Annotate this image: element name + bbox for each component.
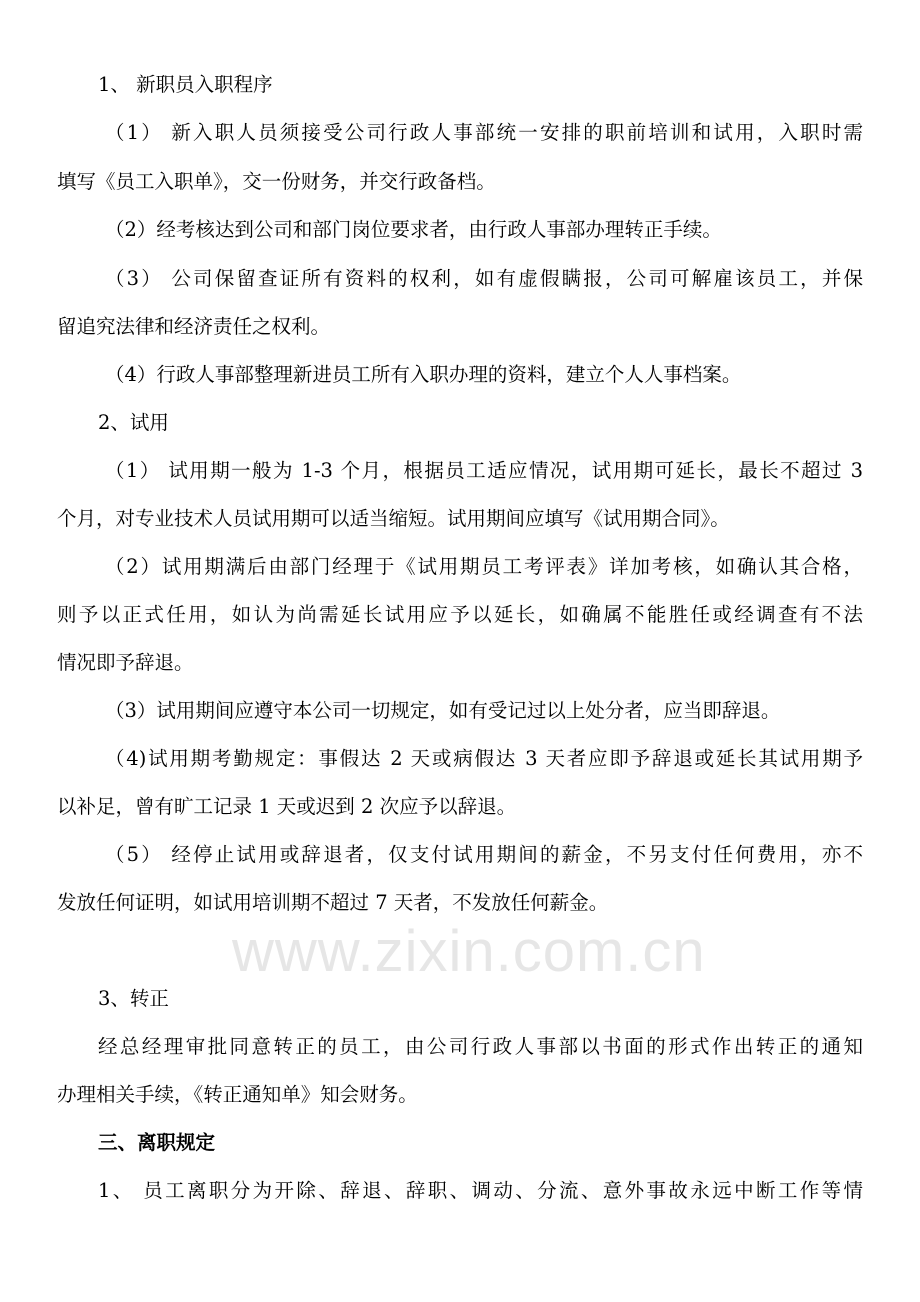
paragraph-line: （1） 试用期一般为 1-3 个月，根据员工适应情况，试用期可延长，最长不超过 3	[105, 459, 863, 482]
paragraph-line: （4）行政人事部整理新进员工所有入职办理的资料，建立个人人事档案。	[105, 363, 742, 386]
paragraph-line: 个月，对专业技术人员试用期可以适当缩短。试用期间应填写《试用期合同》。	[57, 507, 730, 530]
paragraph-line: 以补足，曾有旷工记录 1 天或迟到 2 次应予以辞退。	[57, 795, 517, 818]
paragraph-line: 1、 员工离职分为开除、辞退、辞职、调动、分流、意外事故永远中断工作等情	[98, 1179, 863, 1202]
paragraph-line: （3） 公司保留查证所有资料的权利，如有虚假瞒报，公司可解雇该员工，并保	[105, 267, 863, 290]
section-heading-resignation: 三、离职规定	[98, 1131, 216, 1154]
section-heading-onboarding: 1、 新职员入职程序	[98, 73, 273, 96]
paragraph-line: （2）试用期满后由部门经理于《试用期员工考评表》详加考核，如确认其合格，	[105, 555, 863, 578]
paragraph-line: 留追究法律和经济责任之权利。	[57, 315, 331, 338]
paragraph-line: 填写《员工入职单》，交一份财务，并交行政备档。	[57, 170, 496, 193]
section-heading-confirmation: 3、转正	[98, 987, 169, 1010]
paragraph-line: （5） 经停止试用或辞退者，仅支付试用期间的薪金，不另支付任何费用，亦不	[105, 843, 863, 866]
section-heading-probation: 2、试用	[98, 411, 169, 434]
paragraph-line: （1） 新入职人员须接受公司行政人事部统一安排的职前培训和试用，入职时需	[105, 121, 863, 144]
paragraph-line: （3）试用期间应遵守本公司一切规定，如有受记过以上处分者，应当即辞退。	[105, 699, 781, 722]
paragraph-line: 办理相关手续，《转正通知单》知会财务。	[57, 1083, 418, 1106]
paragraph-line: 则予以正式任用，如认为尚需延长试用应予以延长，如确属不能胜任或经调查有不法	[57, 603, 863, 626]
paragraph-line: （2）经考核达到公司和部门岗位要求者，由行政人事部办理转正手续。	[105, 218, 722, 241]
paragraph-line: 经总经理审批同意转正的员工，由公司行政人事部以书面的形式作出转正的通知	[98, 1035, 863, 1058]
watermark: www.zixin.com.cn	[232, 919, 706, 984]
paragraph-line: （4)试用期考勤规定：事假达 2 天或病假达 3 天者应即予辞退或延长其试用期予	[105, 747, 863, 770]
paragraph-line: 情况即予辞退。	[57, 651, 194, 674]
paragraph-line: 发放任何证明，如试用培训期不超过 7 天者，不发放任何薪金。	[57, 891, 609, 914]
